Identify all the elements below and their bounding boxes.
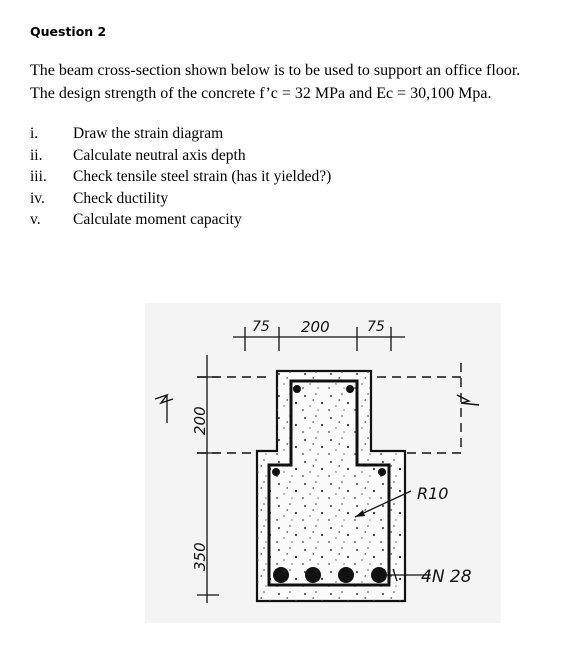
main-bar	[338, 567, 354, 583]
concrete-aggregate	[257, 371, 405, 601]
task-text: Calculate neutral axis depth	[73, 146, 246, 164]
task-text: Draw the strain diagram	[73, 125, 224, 142]
task-number: ii.	[30, 146, 43, 164]
task-text: Check ductility	[73, 189, 169, 207]
task-text: Check tensile steel strain (has it yielded?)	[73, 168, 332, 185]
task-item	[30, 123, 331, 145]
task-item	[30, 188, 331, 210]
beam-section-figure	[145, 303, 501, 623]
task-text: Calculate moment capacity	[73, 211, 242, 228]
main-bar	[371, 567, 387, 583]
task-number: i.	[30, 125, 39, 142]
top-corner-bar	[346, 385, 354, 393]
corner-bar	[272, 468, 280, 476]
task-item	[30, 209, 331, 231]
task-number: iii.	[30, 168, 47, 185]
break-symbol-left	[155, 395, 173, 403]
question-heading: Question 2	[30, 24, 107, 39]
dim-label-upper: 200	[191, 406, 209, 435]
task-item	[30, 166, 331, 188]
task-number: iv.	[30, 189, 45, 207]
task-item	[30, 145, 331, 167]
corner-bar	[378, 468, 386, 476]
dim-label-left: 75	[252, 319, 270, 335]
main-bar	[273, 567, 289, 583]
top-corner-bar	[293, 385, 301, 393]
beam-section-drawing	[145, 303, 501, 623]
intro-line-1: The beam cross-section shown below is to be used to support an office floor.	[30, 62, 521, 79]
main-bars-label: 4N 28	[421, 567, 472, 587]
question-intro	[30, 59, 580, 105]
intro-line-2: The design strength of the concrete f’c = 32 MPa and Ec = 30,100 Mpa.	[30, 85, 492, 102]
dim-label-middle: 200	[301, 318, 330, 336]
task-list	[30, 123, 331, 231]
ligature-label: R10	[417, 484, 449, 503]
dim-label-right: 75	[367, 319, 385, 335]
dim-label-lower: 350	[191, 542, 209, 571]
task-number: v.	[30, 211, 41, 228]
main-bar	[305, 567, 321, 583]
